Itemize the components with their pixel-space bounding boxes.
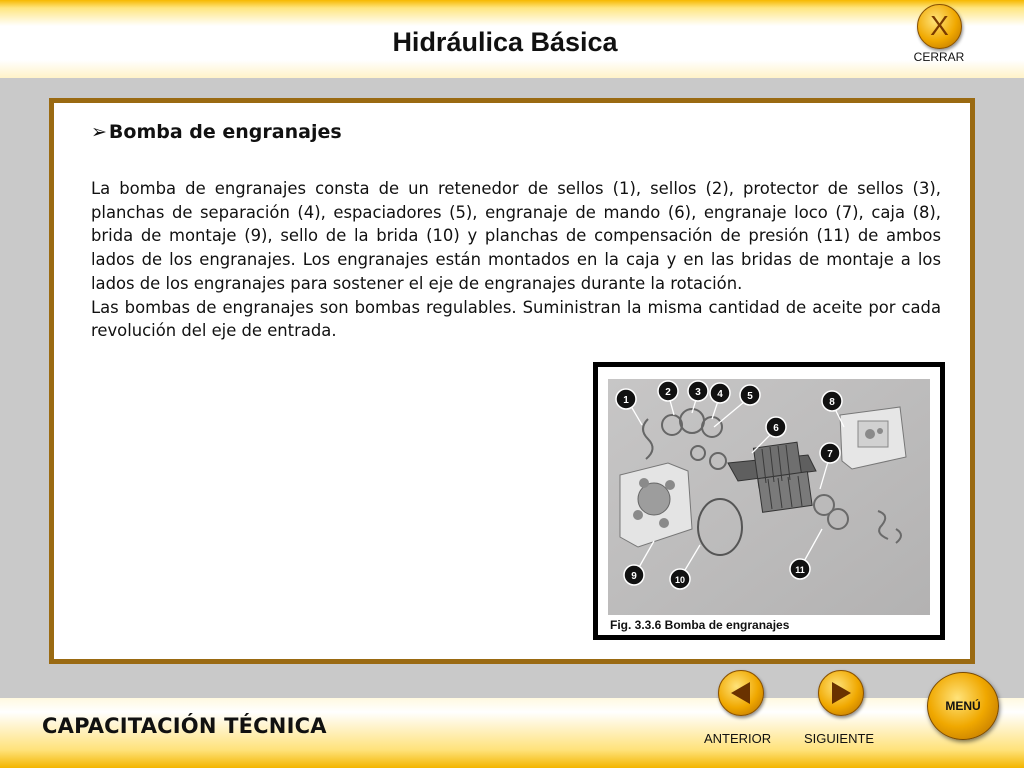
svg-text:8: 8 bbox=[829, 397, 835, 408]
svg-text:3: 3 bbox=[695, 387, 701, 398]
brand-title: CAPACITACIÓN TÉCNICA bbox=[42, 714, 327, 738]
triangle-right-icon bbox=[819, 671, 863, 715]
callout-11 bbox=[790, 559, 810, 579]
triangle-left-icon bbox=[719, 671, 763, 715]
section-heading bbox=[91, 121, 342, 143]
callout-9 bbox=[624, 565, 644, 585]
gear-pump-photo bbox=[608, 379, 930, 615]
menu-label: MENÚ bbox=[945, 699, 981, 713]
callout-5 bbox=[740, 385, 760, 405]
next-button[interactable] bbox=[818, 670, 864, 716]
callout-7 bbox=[820, 443, 840, 463]
callout-4 bbox=[710, 383, 730, 403]
svg-text:9: 9 bbox=[631, 571, 637, 582]
svg-text:6: 6 bbox=[773, 423, 779, 434]
svg-text:11: 11 bbox=[795, 565, 805, 575]
paragraph-2: Las bombas de engranajes son bombas regulables. Suministran la misma cantidad de aceite por cada revolución del eje de entrada. bbox=[91, 297, 941, 341]
svg-text:4: 4 bbox=[717, 389, 723, 400]
section-heading-text: Bomba de engranajes bbox=[108, 121, 342, 143]
body-text bbox=[91, 177, 941, 343]
callout-1 bbox=[616, 389, 636, 409]
previous-button[interactable] bbox=[718, 670, 764, 716]
svg-text:2: 2 bbox=[665, 387, 671, 398]
next-label: SIGUIENTE bbox=[804, 731, 875, 746]
svg-text:5: 5 bbox=[747, 391, 753, 402]
close-label: CERRAR bbox=[913, 50, 965, 64]
housing-part bbox=[840, 407, 906, 469]
gear-pump-figure bbox=[593, 362, 945, 640]
close-icon: X bbox=[930, 10, 949, 41]
figure-frame bbox=[598, 367, 940, 635]
figure-caption: Fig. 3.3.6 Bomba de engranajes bbox=[610, 618, 790, 632]
gear-pump-illustration bbox=[608, 379, 930, 615]
previous-label: ANTERIOR bbox=[704, 731, 772, 746]
callout-6 bbox=[766, 417, 786, 437]
page-title: Hidráulica Básica bbox=[392, 27, 618, 57]
bullet-arrow-icon: ➢ bbox=[91, 121, 107, 143]
close-button[interactable] bbox=[917, 4, 962, 49]
callout-8 bbox=[822, 391, 842, 411]
callout-2 bbox=[658, 381, 678, 401]
paragraph-1: La bomba de engranajes consta de un retenedor de sellos (1), sellos (2), protector de sellos (3), planchas de separación (4), espaciadores (5), engranaje de mando (6), engranaje loco (7), caja (8), brida de montaje (9), sello de la brida (10) y planchas de compensación de presión (11) de ambos lados de los engranajes. Los engranajes están montados en la caja y en las bridas de montaje a los lados de los engranajes para sostener el eje de engranajes durante la rotación. bbox=[91, 179, 941, 293]
svg-text:7: 7 bbox=[827, 449, 833, 460]
svg-text:10: 10 bbox=[674, 575, 686, 585]
callout-10 bbox=[670, 569, 690, 589]
menu-button[interactable] bbox=[927, 672, 999, 740]
svg-text:1: 1 bbox=[623, 395, 629, 406]
callout-3 bbox=[688, 381, 708, 401]
